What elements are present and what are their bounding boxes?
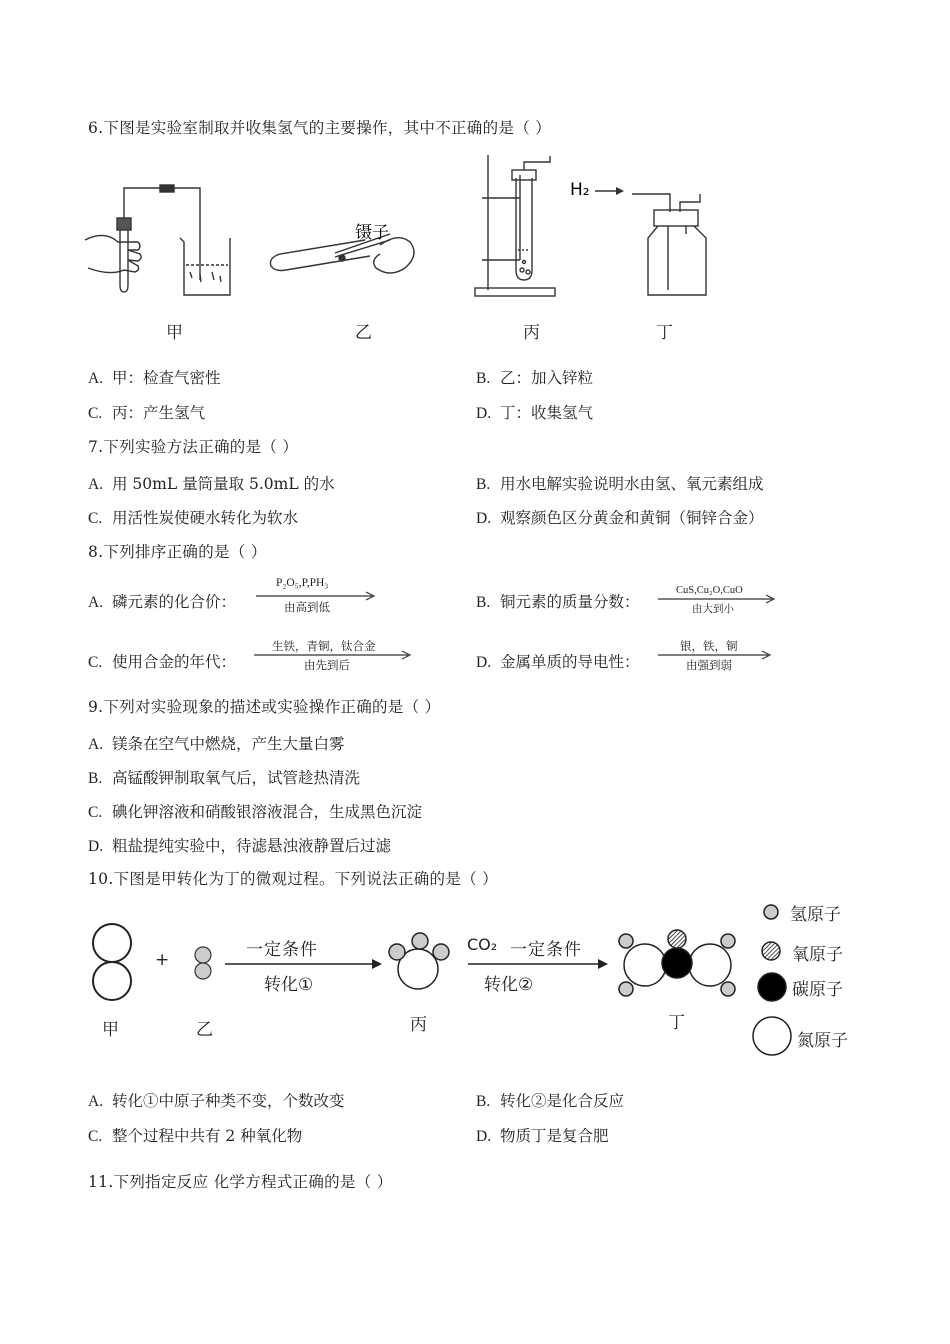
q9-stem: 9.下列对实验现象的描述或实验操作正确的是（ ） bbox=[88, 698, 441, 716]
arrow-1-top-label: 一定条件 bbox=[246, 940, 318, 960]
add-zinc-apparatus bbox=[270, 234, 414, 273]
fig6-label-jia: 甲 bbox=[166, 323, 183, 343]
hydrogen-generator-apparatus bbox=[475, 155, 555, 296]
legend-nitrogen: 氮原子 bbox=[797, 1031, 848, 1051]
q7-option-b[interactable]: B. 用水电解实验说明水由氢、氧元素组成 bbox=[476, 475, 764, 493]
q10-option-b[interactable]: B. 转化②是化合反应 bbox=[476, 1092, 625, 1110]
arrow-2-top-label: 一定条件 bbox=[510, 940, 582, 960]
fig10-label-jia: 甲 bbox=[102, 1020, 119, 1040]
q6-option-a[interactable]: A. 甲：检查气密性 bbox=[88, 369, 221, 387]
q10-option-a[interactable]: A. 转化①中原子种类不变，个数改变 bbox=[88, 1092, 345, 1110]
fig10-label-bing: 丙 bbox=[410, 1015, 427, 1035]
q8-option-b[interactable]: B. 铜元素的质量分数： bbox=[476, 593, 640, 611]
legend-oxygen: 氧原子 bbox=[792, 945, 843, 965]
legend-hydrogen: 氢原子 bbox=[790, 905, 841, 925]
q8-option-a[interactable]: A. 磷元素的化合价： bbox=[88, 593, 237, 611]
arrow-1-bottom-label: 转化① bbox=[264, 975, 314, 995]
q9-option-c[interactable]: C. 碘化钾溶液和硝酸银溶液混合，生成黑色沉淀 bbox=[88, 803, 423, 821]
legend-symbols bbox=[753, 905, 791, 1055]
legend-hydrogen-symbol bbox=[764, 905, 778, 919]
q6-option-b[interactable]: B. 乙：加入锌粒 bbox=[476, 369, 594, 387]
gas-collection-bottle bbox=[632, 194, 706, 295]
q7-option-a[interactable]: A. 用 50mL 量筒量取 5.0mL 的水 bbox=[88, 475, 335, 493]
fig10-label-ding: 丁 bbox=[668, 1013, 685, 1033]
gas-arrow-head bbox=[616, 187, 624, 195]
q8-stem: 8.下列排序正确的是（ ） bbox=[88, 543, 267, 561]
q8-b-sequence-arrow: CuS,Cu₂O,CuO 由大到小 bbox=[656, 585, 781, 621]
fig6-label-ding: 丁 bbox=[656, 323, 673, 343]
q9-option-d[interactable]: D. 粗盐提纯实验中，待滤悬浊液静置后过滤 bbox=[88, 837, 392, 855]
arrow-2-co2-label: CO₂ bbox=[467, 935, 498, 954]
hydrogen-gas-label: H₂ bbox=[570, 180, 590, 200]
q8-c-sequence-arrow: 生铁，青铜，钛合金 由先到后 bbox=[252, 638, 417, 674]
q6-option-c[interactable]: C. 丙：产生氢气 bbox=[88, 404, 206, 422]
q8-option-c[interactable]: C. 使用合金的年代： bbox=[88, 653, 237, 671]
q11-stem: 11.下列指定反应 化学方程式正确的是（ ） bbox=[88, 1173, 393, 1191]
q9-option-b[interactable]: B. 高锰酸钾制取氧气后，试管趁热清洗 bbox=[88, 769, 361, 787]
q8-a-sequence-arrow: P₂O₅,P,PH₃ 由高到低 bbox=[254, 577, 379, 617]
q8-d-sequence-arrow: 银，铁，铜 由强到弱 bbox=[656, 638, 776, 674]
arrow-1-head bbox=[372, 959, 382, 969]
airtight-check-apparatus bbox=[85, 185, 230, 295]
q7-stem: 7.下列实验方法正确的是（ ） bbox=[88, 438, 299, 456]
fig6-label-bing: 丙 bbox=[523, 323, 540, 343]
q10-option-c[interactable]: C. 整个过程中共有 2 种氧化物 bbox=[88, 1127, 303, 1145]
q10-stem: 10.下图是甲转化为丁的微观过程。下列说法正确的是（ ） bbox=[88, 870, 498, 888]
q9-option-a[interactable]: A. 镁条在空气中燃烧，产生大量白雾 bbox=[88, 735, 345, 753]
legend-carbon-symbol bbox=[758, 973, 786, 1001]
q6-stem: 6.下图是实验室制取并收集氢气的主要操作，其中不正确的是（ ） bbox=[88, 119, 552, 137]
legend-nitrogen-symbol bbox=[753, 1017, 791, 1055]
legend-oxygen-symbol bbox=[762, 942, 780, 960]
legend-carbon: 碳原子 bbox=[792, 980, 843, 1000]
molecule-bing bbox=[389, 933, 449, 989]
q10-option-d[interactable]: D. 物质丁是复合肥 bbox=[476, 1127, 609, 1145]
fig10-label-yi: 乙 bbox=[196, 1020, 213, 1040]
q8-option-d[interactable]: D. 金属单质的导电性： bbox=[476, 653, 640, 671]
q6-option-d[interactable]: D. 丁：收集氢气 bbox=[476, 404, 594, 422]
plus-sign: + bbox=[155, 950, 170, 970]
molecule-yi bbox=[195, 947, 211, 979]
arrow-2-bottom-label: 转化② bbox=[484, 975, 534, 995]
tweezers-label: 镊子 bbox=[355, 223, 389, 243]
arrow-2-head bbox=[598, 959, 608, 969]
fig6-label-yi: 乙 bbox=[355, 323, 372, 343]
molecule-ding bbox=[619, 930, 735, 996]
q7-option-c[interactable]: C. 用活性炭使硬水转化为软水 bbox=[88, 509, 299, 527]
q7-option-d[interactable]: D. 观察颜色区分黄金和黄铜（铜锌合金） bbox=[476, 509, 764, 527]
molecule-jia bbox=[93, 924, 131, 1000]
